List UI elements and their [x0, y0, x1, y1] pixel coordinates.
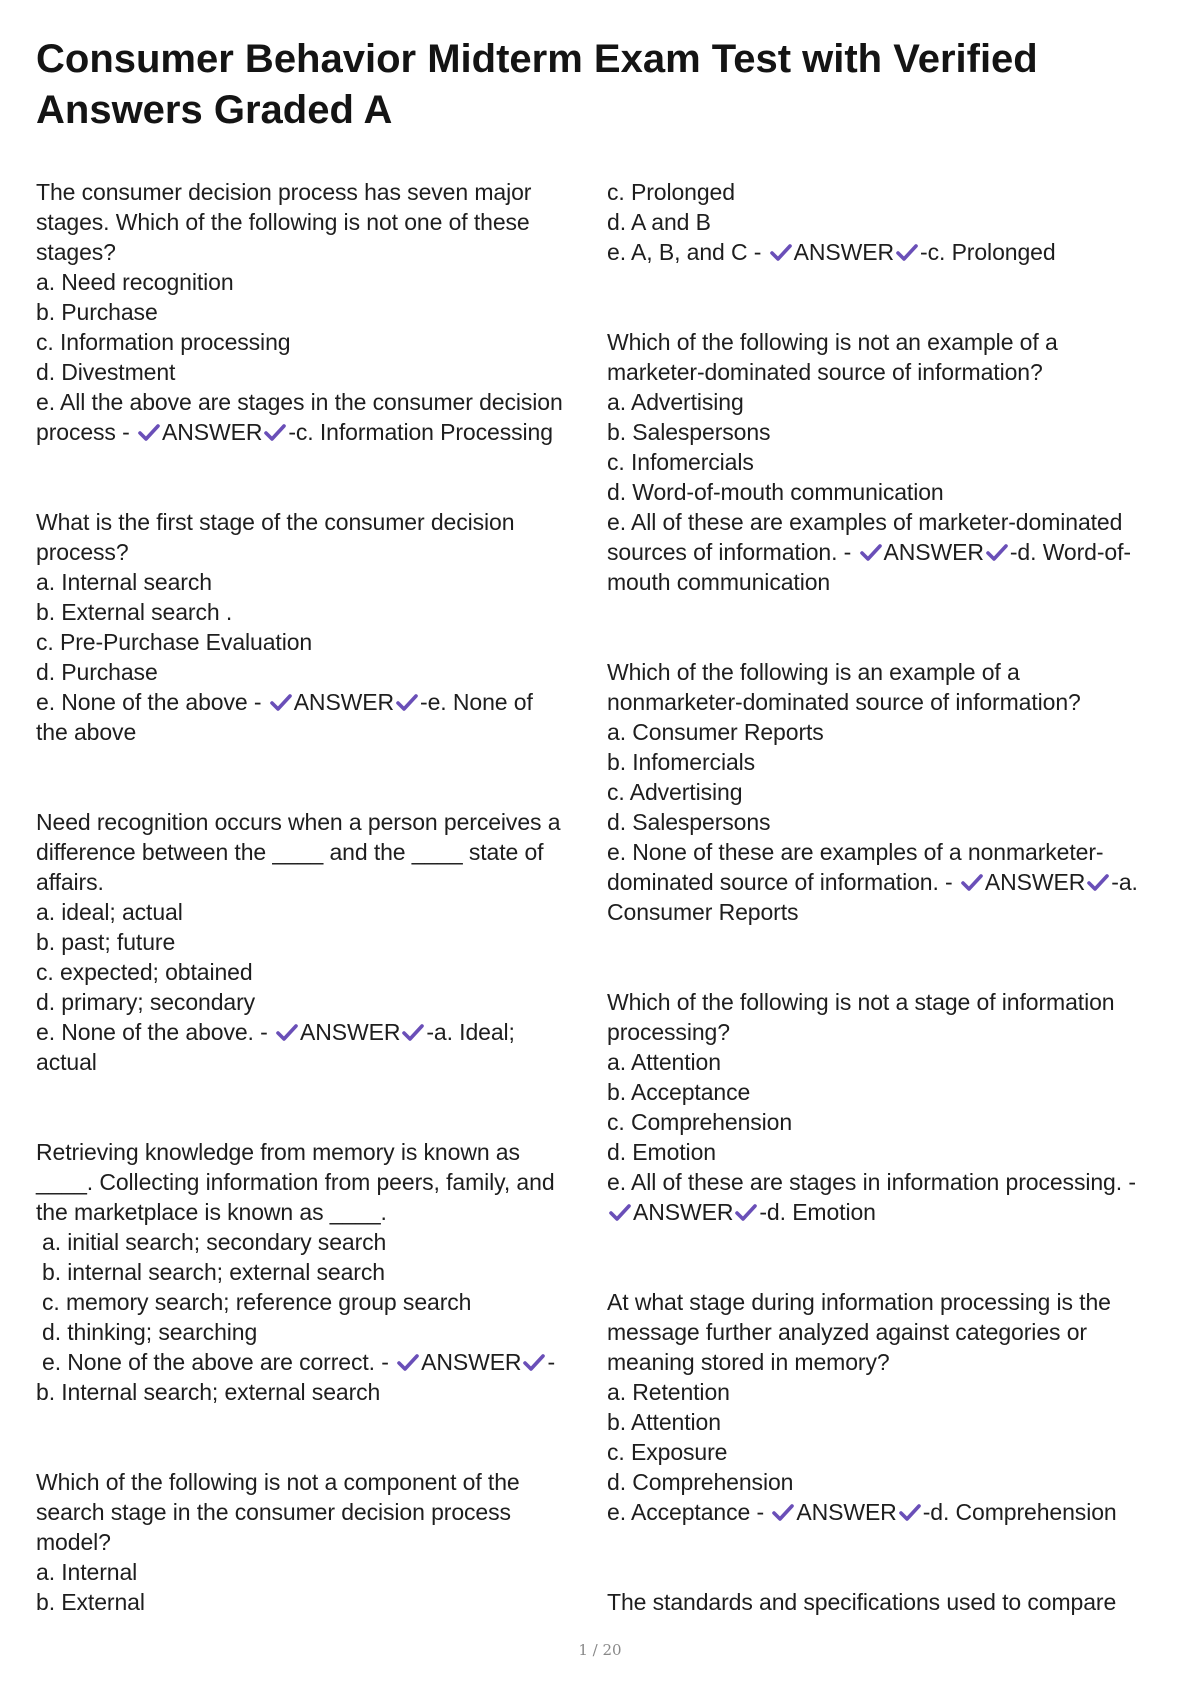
question-block — [607, 1587, 1177, 1617]
checkmark-icon — [608, 1201, 632, 1223]
answer-option: b. past; future — [36, 929, 176, 955]
checkmark-icon — [275, 1021, 299, 1043]
answer-option: d. Word-of-mouth communication — [607, 479, 944, 505]
checkmark-icon — [269, 691, 293, 713]
checkmark-icon — [734, 1201, 758, 1223]
question-line: marketer-dominated source of information? — [607, 359, 1043, 385]
correct-answer: -d. Word-of- — [1009, 539, 1131, 565]
answer-label: ANSWER — [633, 1199, 734, 1225]
answer-prefix: process - — [36, 419, 136, 445]
question-block — [607, 1287, 1177, 1527]
answer-line — [607, 537, 1177, 567]
answer-option: b. internal search; external search — [42, 1259, 385, 1285]
answer-label: ANSWER — [299, 1019, 401, 1045]
checkmark-icon — [137, 421, 161, 443]
answer-option: a. Advertising — [607, 389, 744, 415]
answer-line — [36, 1347, 596, 1377]
question-line: Which of the following is not a stage of information — [607, 989, 1115, 1015]
answer-option: a. initial search; secondary search — [42, 1229, 387, 1255]
answer-option: a. Internal — [36, 1559, 138, 1585]
question-line: Which of the following is not a component of the — [36, 1469, 520, 1495]
checkmark-icon — [898, 1501, 922, 1523]
answer-option: c. Infomercials — [607, 449, 754, 475]
question-line: ____. Collecting information from peers, family, and — [36, 1169, 555, 1195]
checkmark-icon — [960, 871, 984, 893]
question-block — [607, 987, 1177, 1227]
answer-option: a. Retention — [607, 1379, 730, 1405]
question-block — [36, 177, 596, 447]
answer-option: c. expected; obtained — [36, 959, 253, 985]
answer-prefix: e. A, B, and C - — [607, 239, 768, 265]
question-line: Which of the following is an example of a — [607, 659, 1020, 685]
answer-line — [36, 687, 596, 717]
checkmark-icon — [771, 1501, 795, 1523]
answer-line — [607, 867, 1177, 897]
answer-option: a. Internal search — [36, 569, 212, 595]
answer-option: d. A and B — [607, 209, 711, 235]
answer-option: a. Consumer Reports — [607, 719, 824, 745]
question-line: affairs. — [36, 869, 104, 895]
answer-option: e. All of these are stages in information processing. - — [607, 1169, 1136, 1195]
correct-answer: -d. Comprehension — [922, 1499, 1117, 1525]
question-line: nonmarketer-dominated source of information? — [607, 689, 1081, 715]
question-block — [36, 807, 596, 1077]
correct-answer: -c. Prolonged — [920, 239, 1056, 265]
answer-line — [36, 417, 596, 447]
correct-answer: -a. Ideal; — [426, 1019, 515, 1045]
correct-answer-continued: Consumer Reports — [607, 899, 799, 925]
question-line: stages. Which of the following is not one of these — [36, 209, 530, 235]
answer-label: ANSWER — [796, 1499, 897, 1525]
question-line: message further analyzed against categories or — [607, 1319, 1087, 1345]
checkmark-icon — [522, 1351, 546, 1373]
question-block — [607, 657, 1177, 927]
checkmark-icon — [263, 421, 287, 443]
correct-answer: -c. Information Processing — [288, 419, 553, 445]
answer-option: c. Prolonged — [607, 179, 735, 205]
checkmark-icon — [769, 241, 793, 263]
answer-label: ANSWER — [984, 869, 1086, 895]
answer-option: b. Attention — [607, 1409, 721, 1435]
question-line: The consumer decision process has seven major — [36, 179, 532, 205]
answer-option: d. thinking; searching — [42, 1319, 258, 1345]
question-line: What is the first stage of the consumer decision — [36, 509, 515, 535]
question-line: process? — [36, 539, 129, 565]
answer-prefix: e. Acceptance - — [607, 1499, 771, 1525]
checkmark-icon — [859, 541, 883, 563]
correct-answer-continued: the above — [36, 719, 137, 745]
answer-option: c. Information processing — [36, 329, 291, 355]
correct-answer-continued: mouth communication — [607, 569, 831, 595]
answer-line — [36, 1017, 596, 1047]
answer-label: ANSWER — [161, 419, 263, 445]
answer-prefix: dominated source of information. - — [607, 869, 959, 895]
answer-option: b. Salespersons — [607, 419, 771, 445]
answer-label: ANSWER — [793, 239, 895, 265]
answer-prefix: sources of information. - — [607, 539, 858, 565]
question-line: Which of the following is not an example of a — [607, 329, 1058, 355]
question-line: meaning stored in memory? — [607, 1349, 890, 1375]
question-line: search stage in the consumer decision process — [36, 1499, 511, 1525]
question-line: stages? — [36, 239, 116, 265]
answer-option: d. Divestment — [36, 359, 176, 385]
answer-label: ANSWER — [421, 1349, 522, 1375]
question-block — [607, 327, 1177, 597]
checkmark-icon — [396, 1351, 420, 1373]
answer-option: c. Comprehension — [607, 1109, 793, 1135]
question-line: Retrieving knowledge from memory is known as — [36, 1139, 520, 1165]
answer-option: e. None of these are examples of a nonmarketer- — [607, 839, 1104, 865]
answer-prefix: e. None of the above are correct. - — [42, 1349, 396, 1375]
correct-answer-continued: b. Internal search; external search — [36, 1379, 381, 1405]
answer-label: ANSWER — [883, 539, 984, 565]
correct-answer: -e. None of — [420, 689, 533, 715]
checkmark-icon — [401, 1021, 425, 1043]
question-line: model? — [36, 1529, 111, 1555]
question-block — [607, 177, 1177, 267]
answer-option: b. Purchase — [36, 299, 158, 325]
answer-option: b. Infomercials — [607, 749, 756, 775]
question-block — [36, 507, 596, 747]
answer-option: d. Comprehension — [607, 1469, 794, 1495]
answer-option: a. Need recognition — [36, 269, 234, 295]
answer-option: c. memory search; reference group search — [42, 1289, 472, 1315]
answer-option: c. Pre-Purchase Evaluation — [36, 629, 313, 655]
answer-option: c. Exposure — [607, 1439, 728, 1465]
answer-option: b. Acceptance — [607, 1079, 751, 1105]
answer-option: b. External — [36, 1589, 145, 1615]
correct-answer: -a. — [1111, 869, 1138, 895]
answer-option: c. Advertising — [607, 779, 743, 805]
left-column — [36, 177, 596, 1617]
right-column — [607, 177, 1177, 1617]
page-number: 1 / 20 — [578, 1641, 622, 1659]
answer-line — [607, 1497, 1177, 1527]
question-line: the marketplace is known as ____. — [36, 1199, 387, 1225]
answer-prefix: e. None of the above - — [36, 689, 268, 715]
answer-line — [607, 237, 1177, 267]
answer-prefix: e. None of the above. - — [36, 1019, 274, 1045]
checkmark-icon — [895, 241, 919, 263]
answer-option: d. Emotion — [607, 1139, 716, 1165]
correct-answer: -d. Emotion — [759, 1199, 876, 1225]
question-line: At what stage during information processing is the — [607, 1289, 1111, 1315]
checkmark-icon — [1086, 871, 1110, 893]
question-line: Need recognition occurs when a person perceives a — [36, 809, 561, 835]
answer-option: d. Salespersons — [607, 809, 771, 835]
answer-label: ANSWER — [293, 689, 395, 715]
answer-option: d. Purchase — [36, 659, 158, 685]
correct-answer-continued: actual — [36, 1049, 97, 1075]
answer-option: d. primary; secondary — [36, 989, 256, 1015]
answer-option: a. Attention — [607, 1049, 721, 1075]
answer-line — [607, 1197, 1177, 1227]
correct-answer: - — [547, 1349, 556, 1375]
document-title: Consumer Behavior Midterm Exam Test with Verified Answers Graded A — [36, 37, 1038, 132]
answer-option: e. All of these are examples of marketer-dominated — [607, 509, 1123, 535]
answer-option: e. All the above are stages in the consumer decision — [36, 389, 563, 415]
question-block — [36, 1467, 596, 1617]
question-line: The standards and specifications used to compare — [607, 1589, 1117, 1615]
answer-option: a. ideal; actual — [36, 899, 183, 925]
question-line: processing? — [607, 1019, 730, 1045]
checkmark-icon — [395, 691, 419, 713]
answer-option: b. External search . — [36, 599, 233, 625]
question-block — [36, 1137, 596, 1407]
question-line: difference between the ____ and the ____ state of — [36, 839, 544, 865]
checkmark-icon — [985, 541, 1009, 563]
